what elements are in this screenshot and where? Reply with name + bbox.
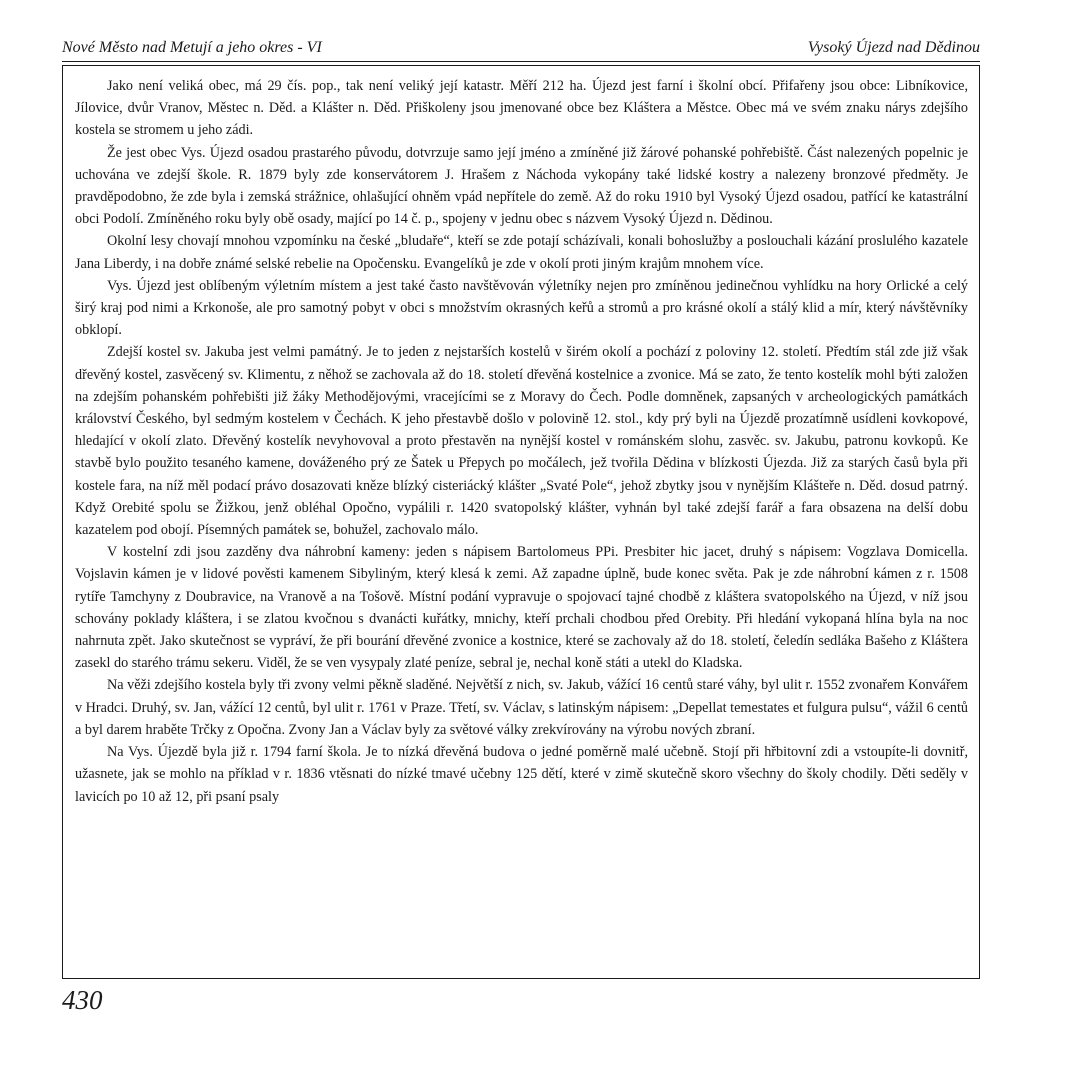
paragraph-bells: Na věži zdejšího kostela byly tři zvony velmi pěkně sladěné. Největší z nich, sv. Jakub, vážící 16 centů staré váhy, byl ulit r. 1552 zvonařem Konvářem v Hradci. Druhý, sv. Jan, vážící 12 centů, byl ulit r. 1761 v Praze. Třetí, sv. Václav, s latinským nápisem: „Depellat temestates et fulgura pulsu“, vážil 6 centů a byl darem hraběte Trčky z Opočna. Zvony Jan a Václav byly za světové války zrekvírovány na výrobu nových zbraní. <box>75 677 968 738</box>
paragraph-excursion-spot: Vys. Újezd jest oblíbeným výletním místem a jest také často navštěvován výletníky nejen pro zmíněnou jedinečnou vyhlídku na hory Orlické a celý širý kraj pod nimi a Krkonoše, ale pro samotný pobyt v obci s množstvím okrasných keřů a stromů a pro krásné okolí a stálý klid a mír, který návštěvníky obklopí. <box>75 277 968 339</box>
paragraph-school: Na Vys. Újezdě byla již r. 1794 farní škola. Je to nízká dřevěná budova o jedné poměrně malé učebně. Stojí při hřbitovní zdi a vstoupíte-li dovnitř, užasnete, jak se mohlo na příklad v r. 1836 vtěsnati do nízké tmavé učebny 125 dětí, které v zimě skutečně skoro všechny do školy chodily. Děti seděly v lavicích po 10 až 12, při psaní psaly <box>75 744 968 805</box>
paragraph-village-size: Jako není veliká obec, má 29 čís. pop., tak není veliký její katastr. Měří 212 ha. Újezd jest farní i školní obcí. Přifařeny jsou obce: Libníkovice, Jílovice, dvůr Vranov, Městec n. Děd. a Klášter n. Děd. Přiškoleny jsou jmenované obce bez Kláštera a Městce. Obec má ve svém znaku nárys zdejšího kostela se stromem u jeho zádi. <box>75 78 968 139</box>
body-text-frame <box>62 65 980 979</box>
paragraph-forests-bludari: Okolní lesy chovají mnohou vzpomínku na české „bludaře“, kteří se zde potají scházívali, konali bohoslužby a poslouchali kázání proslulého kazatele Jana Liberdy, i na dobře známé selské rebelie na Opočensku. Evangelíků je zde v okolí proti jiným krajům mnohem více. <box>75 233 968 272</box>
paragraph-village-origin: Že jest obec Vys. Újezd osadou prastarého původu, dotvrzuje samo její jméno a zmíněné již žárové pohanské pohřebiště. Část nalezených popelnic je uchována ve zdejší škole. R. 1879 byly zde konservátorem J. Hrašem z Náchoda vykopány také lidské kostry a nalezeny bronzové předměty. Je pravděpodobno, že zde byla i zemská strážnice, ohlašující ohněm vpád nepřítele do země. Až do roku 1910 byl Vysoký Újezd osadou, patřící ke katastrální obci Podolí. Zmíněného roku byly obě osady, mající po 14 č. p., spojeny v jednu obec s názvem Vysoký Újezd n. Dědinou. <box>75 144 968 228</box>
page-number: 430 <box>62 985 103 1015</box>
header-rule <box>62 61 980 62</box>
running-head-book-title: Nové Město nad Metují a jeho okres - VI <box>62 39 322 56</box>
running-head-chapter-title: Vysoký Újezd nad Dědinou <box>807 39 980 56</box>
paragraph-tombstones: V kostelní zdi jsou zazděny dva náhrobní kameny: jeden s nápisem Bartolomeus PPi. Presbiter hic jacet, druhý s nápisem: Vogzlava Domicella. Vojslavin kámen je v lidové pověsti kamenem Sibyliným, který klesá k zemi. Až zapadne úplně, bude konec světa. Pak je zde náhrobní kámen z r. 1508 rytíře Tamchyny z Doubravice, na Vranově a na Tošově. Místní podání vypravuje o spojovací tajné chodbě z kláštera svatopolského na Újezd, v níž jsou schovány poklady kláštera, i se zlatou kvočnou s dvanácti kuřátky, mnichy, kteří prchali chodbou před Orebity. Při hledání vykopaná hlína byla na noc nahrnuta zpět. Jako skutečnost se vypráví, že při bourání dřevěné zvonice a kostnice, které se zachovaly až do 18. století, čeledín sedláka Bašeho z Kláštera zasekl do starého trámu sekeru. Viděl, že se ven vysypaly zlaté peníze, sebral je, nechal koně státi a utekl do Kladska. <box>75 544 968 672</box>
paragraph-church-history: Zdejší kostel sv. Jakuba jest velmi památný. Je to jeden z nejstarších kostelů v širém okolí a pochází z poloviny 12. století. Předtím stál zde již však dřevěný kostel, zasvěcený sv. Klimentu, z něhož se zachovala až do 18. století dřevěná kostelnice a zvonice. Má se zato, že tento kostelík mohl býti založen na zdejším pohanském pohřebišti již žáky Methodějovými, vracejícími se z Moravy do Čech. Podle domněnek, zapsaných v archeologických památkách království Českého, byl sedmým kostelem v Čechách. K jeho přestavbě došlo v polovině 12. stol., kdy prý byli na Újezdě prozatímně usídleni kovkopové, hledající v okolí zlato. Dřevěný kostelík nevyhovoval a proto přestavěn na nynější kostel v románském slohu, zasvěc. sv. Jakubu, patronu kovkopů. Ke stavbě bylo použito tesaného kamene, dováženého prý ze Šatek u Přepych po močálech, jež tvořila Dědina v blízkosti Újezda. Již za starých časů byla při kostele fara, na níž měl podací právo dosazovati kněze blízký cisteriácký klášter „Svaté Pole“, jehož zbytky jsou v nynějším Klášteře n. Děd. dosud patrný. Když Orebité spolu se Žižkou, jenž obléhal Opočno, vypálili r. 1420 svatopolský klášter, vyhnán byl také zdejší farář a fara obsazena na delší dobu kazatelem pod obojí. Písemných památek se, bohužel, zachovalo málo. <box>75 344 968 539</box>
